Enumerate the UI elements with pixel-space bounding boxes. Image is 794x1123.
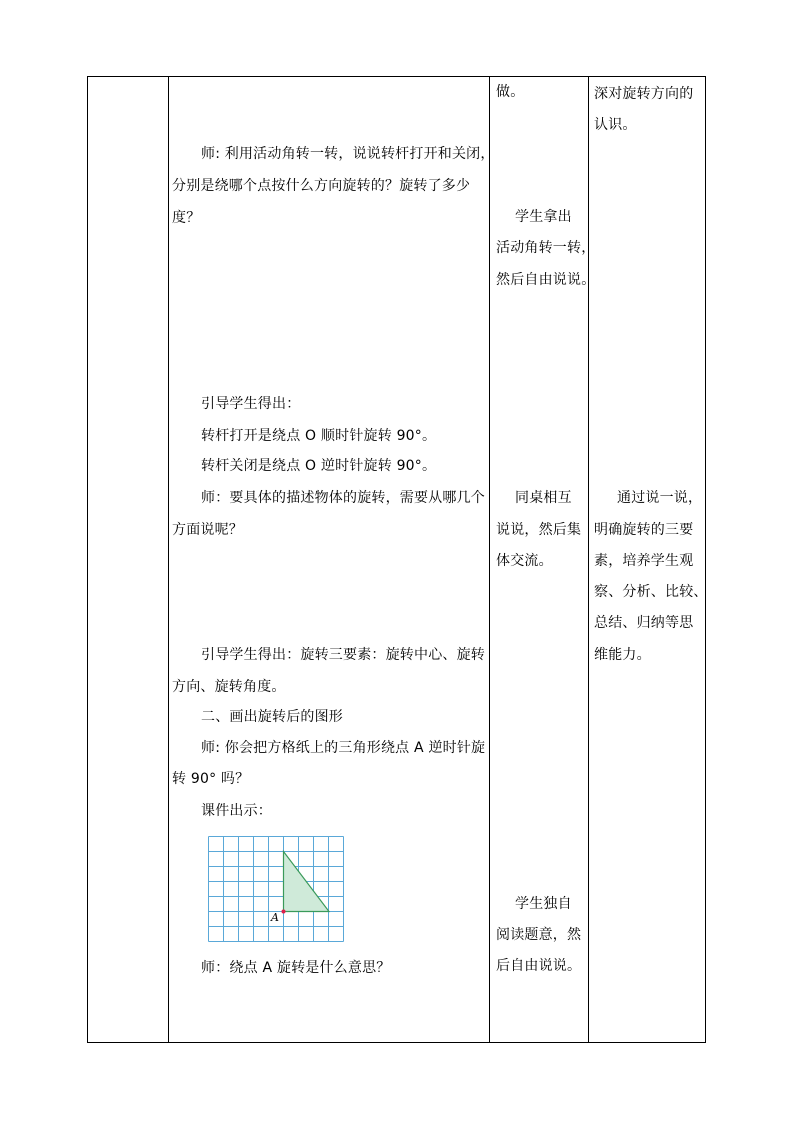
student-text: 学生独自	[515, 896, 572, 912]
teacher-text: 师：要具体的描述物体的旋转，需要从哪几个	[201, 490, 485, 506]
student-text: 学生拿出	[515, 209, 572, 225]
intent-text: 察、分析、比较、	[594, 584, 708, 600]
rotation-point-a	[282, 910, 286, 914]
intent-text: 素，培养学生观	[594, 553, 694, 569]
intent-text: 通过说一说，	[617, 490, 703, 506]
triangle-grid-diagram	[206, 834, 348, 944]
grid-lines	[209, 837, 344, 942]
grid-figure	[206, 834, 348, 948]
column-divider	[489, 77, 490, 1042]
teacher-text: 引导学生得出：旋转三要素：旋转中心、旋转	[201, 647, 485, 663]
student-text: 活动角转一转，	[496, 240, 596, 256]
student-text: 后自由说说。	[496, 958, 582, 974]
teacher-text: 方向、旋转角度。	[172, 679, 286, 695]
intent-text: 维能力。	[594, 647, 651, 663]
teacher-text: 转杆打开是绕点 O 顺时针旋转 90°。	[201, 428, 437, 444]
intent-text: 深对旋转方向的	[594, 86, 694, 102]
point-a-label: A	[271, 911, 279, 924]
teacher-text: 师: 利用活动角转一转，说说转杆打开和关闭，	[201, 146, 495, 162]
intent-text: 总结、归纳等思	[594, 615, 694, 631]
intent-text: 认识。	[594, 117, 637, 133]
teacher-text: 转杆关闭是绕点 O 逆时针旋转 90°。	[201, 458, 437, 474]
teacher-text: 引导学生得出：	[201, 396, 301, 412]
teacher-text: 方面说呢？	[172, 522, 243, 538]
intent-text: 明确旋转的三要	[594, 522, 694, 538]
teacher-text: 分别是绕哪个点按什么方向旋转的？旋转了多少	[172, 178, 471, 194]
student-text: 说说，然后集	[496, 522, 582, 538]
teacher-text: 课件出示：	[201, 803, 272, 819]
teacher-text: 转 90° 吗？	[172, 771, 250, 787]
column-divider	[588, 77, 589, 1042]
teacher-text: 度？	[172, 210, 201, 226]
teacher-text: 师：绕点 A 旋转是什么意思？	[201, 960, 391, 976]
column-divider	[168, 77, 169, 1042]
teacher-text: 师: 你会把方格纸上的三角形绕点 A 逆时针旋	[201, 740, 486, 756]
student-text: 然后自由说说。	[496, 272, 596, 288]
student-text: 做。	[496, 84, 525, 100]
student-text: 体交流。	[496, 553, 553, 569]
section-heading: 二、画出旋转后的图形	[201, 709, 343, 725]
student-text: 阅读题意，然	[496, 927, 582, 943]
student-text: 同桌相互	[515, 490, 572, 506]
